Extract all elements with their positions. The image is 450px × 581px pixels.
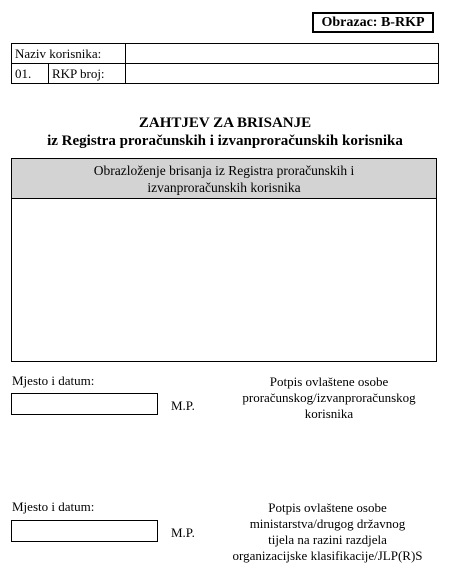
signature-line: Potpis ovlaštene osobe bbox=[269, 374, 389, 389]
signature-line: proračunskog/izvanproračunskog bbox=[242, 390, 416, 405]
reason-heading-line: izvanproračunskih korisnika bbox=[147, 180, 301, 195]
place-date-field[interactable] bbox=[11, 520, 158, 542]
place-date-field[interactable] bbox=[11, 393, 158, 415]
rkp-row bbox=[12, 64, 439, 84]
signature-line: ministarstva/drugog državnog bbox=[249, 516, 406, 531]
reason-box bbox=[11, 158, 437, 362]
form-title: ZAHTJEV ZA BRISANJE bbox=[138, 115, 312, 131]
user-name-row bbox=[12, 44, 439, 64]
signature-line: Potpis ovlaštene osobe bbox=[268, 500, 387, 515]
signature-line: organizacijske klasifikacije/JLP(R)S bbox=[232, 548, 423, 563]
form-subtitle: iz Registra proračunskih i izvanproračunskih korisnika bbox=[47, 133, 403, 149]
place-date-label: Mjesto i datum: bbox=[12, 373, 95, 388]
form-code: Obrazac: B-RKP bbox=[312, 12, 434, 33]
stamp-label: M.P. bbox=[171, 398, 195, 413]
reason-heading-line: Obrazloženje brisanja iz Registra proračunskih i bbox=[93, 163, 355, 178]
rkp-label: RKP broj: bbox=[48, 64, 125, 84]
user-name-label: Naziv korisnika: bbox=[12, 44, 126, 64]
row-number: 01. bbox=[12, 64, 49, 84]
reason-heading bbox=[12, 159, 436, 199]
header-table bbox=[11, 43, 439, 84]
stamp-label: M.P. bbox=[171, 525, 195, 540]
signature-block bbox=[205, 500, 450, 564]
signature-line: korisnika bbox=[304, 406, 354, 421]
signature-block bbox=[210, 374, 448, 422]
reason-text-area[interactable] bbox=[12, 199, 436, 361]
user-name-field[interactable] bbox=[126, 44, 439, 64]
signature-line: tijela na razini razdjela bbox=[268, 532, 387, 547]
rkp-number-field[interactable] bbox=[126, 64, 439, 84]
place-date-label: Mjesto i datum: bbox=[12, 499, 95, 514]
